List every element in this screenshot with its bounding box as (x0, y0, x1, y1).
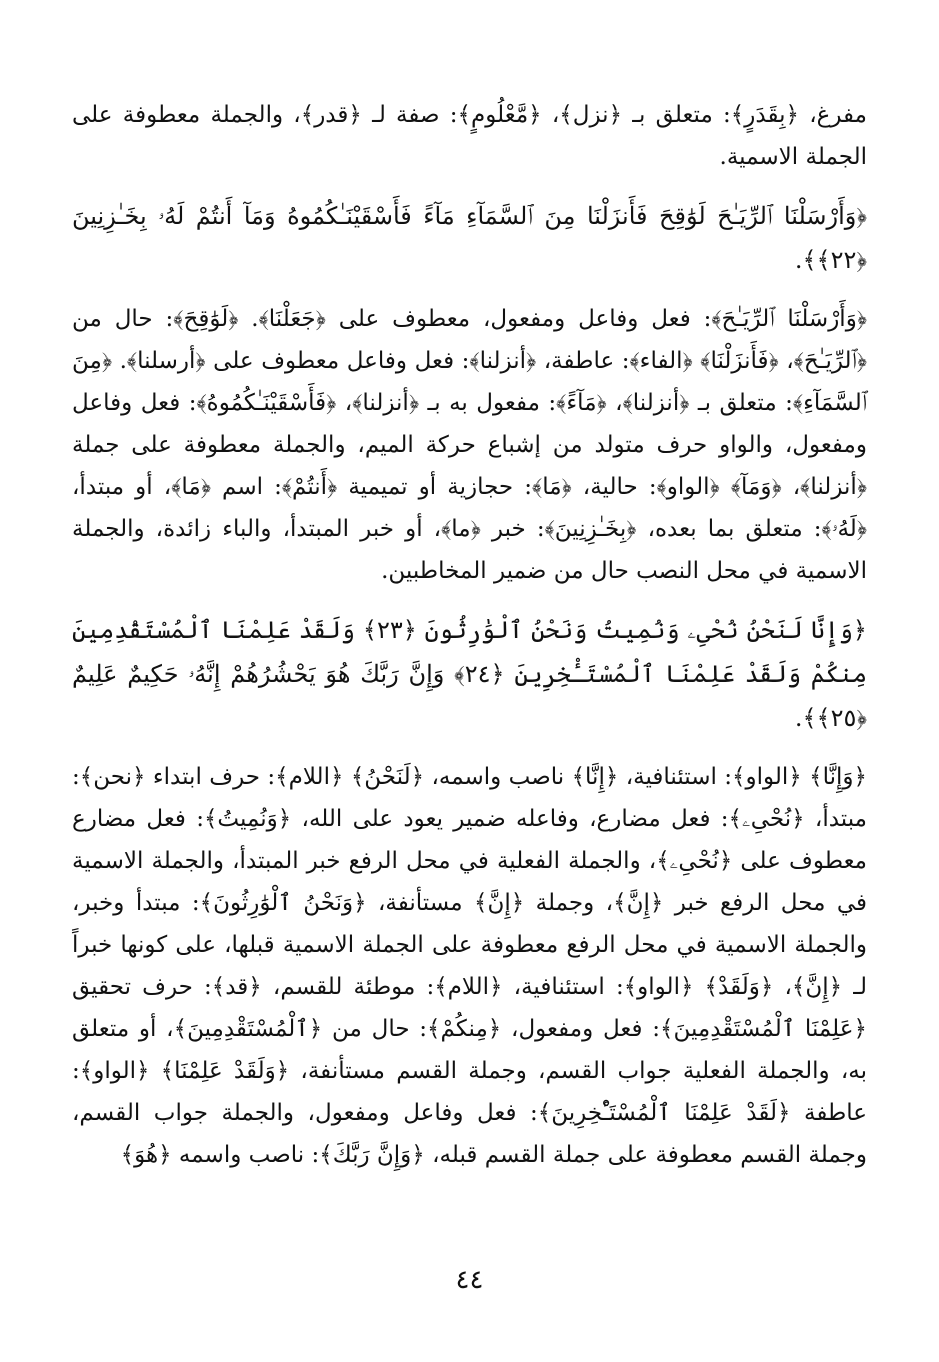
paragraph-3: ﴿وَإِنَّا﴾ ﴿الواو﴾: استئنافية، ﴿إِنَّا﴾ ناصب واسمه، ﴿لَنَحْنُ﴾ ﴿اللام﴾: حرف ابتداء ﴿نحن﴾: مبتدأ، ﴿نُحْىِۦ﴾: فعل مضارع، وفاعله ضمير يعود على الله، ﴿وَنُمِيتُ﴾: فعل مضارع معطوف على ﴿نُحْىِۦ﴾، والجملة الفعلية في محل الرفع خبر المبتدأ، والجملة الاسمية في محل الرفع خبر ﴿إِنَّ﴾، وجملة ﴿إِنَّ﴾ مستأنفة، ﴿وَنَحْنُ ٱلْوَٰرِثُونَ﴾: مبتدأ وخبر، والجملة الاسمية في محل الرفع معطوفة على الجملة الاسمية قبلها، على كونها خبراً لـ ﴿إِنَّ﴾، ﴿وَلَقَدْ﴾ ﴿الواو﴾: استئنافية، ﴿اللام﴾: موطئة للقسم، ﴿قد﴾: حرف تحقيق ﴿عَلِمْنَا ٱلْمُسْتَقْدِمِينَ﴾: فعل ومفعول، ﴿مِنكُمْ﴾: حال من ﴿ٱلْمُسْتَقْدِمِينَ﴾، أو متعلق به، والجملة الفعلية جواب القسم، وجملة القسم مستأنفة، ﴿وَلَقَدْ عَلِمْنَا﴾ ﴿الواو﴾: عاطفة ﴿لَقَدْ عَلِمْنَا ٱلْمُسْتَـْٔخِرِينَ﴾: فعل وفاعل ومفعول، والجملة جواب القسم، وجملة القسم معطوفة على جملة القسم قبله، ﴿وَإِنَّ رَبَّكَ﴾: ناصب واسمه ﴿هُوَ﴾ (72, 764, 867, 1168)
quran-verse-22: ﴿وَأَرْسَلْنَا ٱلرِّيَـٰحَ لَوَٰقِحَ فَأَنزَلْنَا مِنَ ٱلسَّمَآءِ مَآءً فَأَسْقَيْنَـٰكُمُوهُ وَمَآ أَنتُمْ لَهُۥ بِخَـٰزِنِينَ ﴿٢٢﴾﴾. (72, 202, 867, 274)
paragraph-2: ﴿وَأَرْسَلْنَا ٱلرِّيَـٰحَ﴾: فعل وفاعل ومفعول، معطوف على ﴿جَعَلْنَا﴾. ﴿لَوَٰقِحَ﴾: حال من ﴿ٱلرِّيَـٰحَ﴾، ﴿فَأَنزَلْنَا﴾ ﴿الفاء﴾: عاطفة، ﴿أنزلنا﴾: فعل وفاعل معطوف على ﴿أرسلنا﴾. ﴿مِنَ ٱلسَّمَآءِ﴾: متعلق بـ ﴿أنزلنا﴾، ﴿مَآءً﴾: مفعول به بـ ﴿أنزلنا﴾، ﴿فَأَسْقَيْنَـٰكُمُوهُ﴾: فعل وفاعل ومفعول، والواو حرف متولد من إشباع حركة الميم، والجملة معطوفة على جملة ﴿أنزلنا﴾، ﴿وَمَآ﴾ ﴿الواو﴾: حالية، ﴿مَا﴾: حجازية أو تميمية ﴿أَنتُمْ﴾: اسم ﴿مَا﴾، أو مبتدأ، ﴿لَهُۥ﴾: متعلق بما بعده، ﴿بِخَـٰزِنِينَ﴾: خبر ﴿ما﴾، أو خبر المبتدأ، والباء زائدة، والجملة الاسمية في محل النصب حال من ضمير المخاطبين. (72, 306, 867, 584)
paragraph-1: مفرغ، ﴿بِقَدَرٍ﴾: متعلق بـ ﴿نزل﴾، ﴿مَّعْلُومٍ﴾: صفة لـ ﴿قدر﴾، والجملة معطوفة على الجملة الاسمية. (72, 102, 867, 170)
page-number: ٤٤ (455, 1265, 484, 1295)
quran-verses-23-25: ﴿وَإِنَّا لَنَحْنُ نُحْىِۦ وَنُمِيتُ وَنَحْنُ ٱلْوَٰرِثُونَ ﴿٢٣﴾ وَلَقَدْ عَلِمْنَا ٱلْمُسْتَقْدِمِينَ مِنكُمْ وَلَقَدْ عَلِمْنَا ٱلْمُسْتَـْٔخِرِينَ ﴿٢٤﴾ وَإِنَّ رَبَّكَ هُوَ يَحْشُرُهُمْ إِنَّهُۥ حَكِيمٌ عَلِيمٌ ﴿٢٥﴾﴾. (72, 616, 868, 732)
